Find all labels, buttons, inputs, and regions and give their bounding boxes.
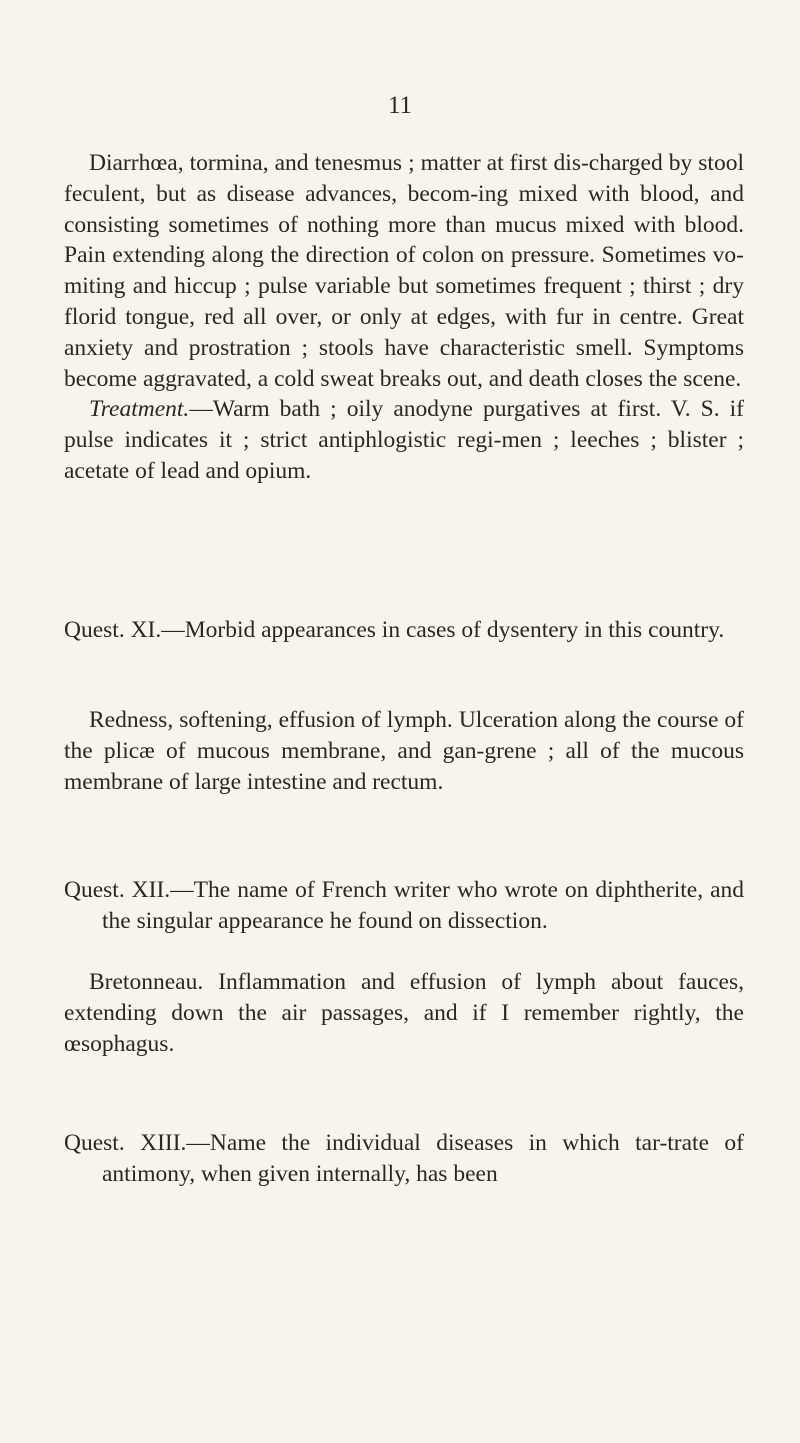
answer-12-text: Bretonneau. Inflammation and effusion of lymph about fauces, extending down the air passages, and if I remember rightly, the œsophagus. [64, 969, 744, 1057]
treatment-label: Treatment. [89, 396, 190, 423]
page-number: 11 [387, 92, 413, 119]
symptoms-paragraph: Diarrhœa, tormina, and tenesmus ; matter at first dis-charged by stool feculent, but as disease advances, becom-ing mixed with blood, and consisting sometimes of nothing more than mucus mixed with blood. Pain extending along the direction of colon on pressure. Sometimes vo-miting and hiccup ; pulse variable but sometimes frequent ; thirst ; dry florid tongue, red all over, or only at edges, with fur in centre. Great anxiety and prostration ; stools have characteristic smell. Symptoms become aggravated, a cold sweat breaks out, and death closes the scene. [64, 150, 744, 392]
question-11-text: Quest. XI.—Morbid appearances in cases of dysentery in this country. [64, 617, 725, 643]
answer-12 [64, 967, 744, 1059]
question-13 [64, 1128, 744, 1190]
treatment-paragraph [64, 394, 744, 486]
symptoms-section [64, 148, 744, 487]
question-13-text: Quest. XIII.—Name the individual diseases in which tar-trate of antimony, when given internally, has been [64, 1130, 744, 1187]
treatment-text: —Warm bath ; oily anodyne purgatives at first. V. S. if pulse indicates it ; strict antiphlogistic regi-men ; leeches ; blister ; acetate of lead and opium. [64, 396, 744, 484]
question-11 [64, 615, 744, 646]
answer-11 [64, 705, 744, 797]
question-12 [64, 875, 744, 937]
question-12-text: Quest. XII.—The name of French writer who wrote on diphtherite, and the singular appearance he found on dissection. [64, 877, 744, 934]
answer-11-text: Redness, softening, effusion of lymph. Ulceration along the course of the plicæ of mucous membrane, and gan-grene ; all of the mucous membrane of large intestine and rectum. [64, 707, 744, 795]
